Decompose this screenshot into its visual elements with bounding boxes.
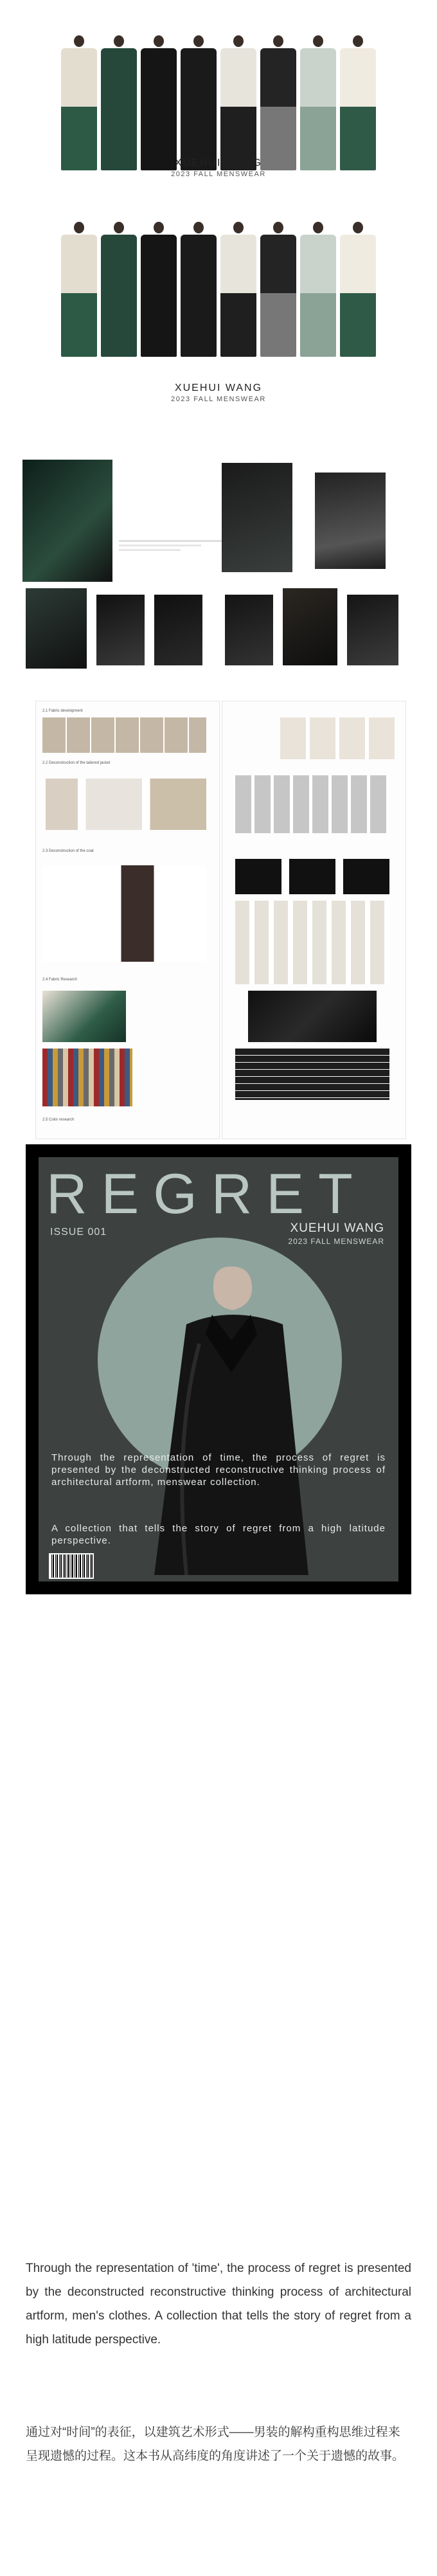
garment-sketches	[235, 901, 389, 984]
outfit-look-3	[141, 222, 177, 357]
garment	[260, 48, 296, 170]
material-photo	[248, 991, 377, 1042]
data-table	[235, 1049, 389, 1100]
garment	[260, 235, 296, 357]
process-page-right	[222, 701, 406, 1139]
magazine-cover	[26, 1144, 411, 1594]
outfit-look-1	[61, 222, 97, 357]
section-title: 2.2 Deconstruction of the tailored jacket	[42, 761, 111, 765]
model-head	[74, 222, 84, 233]
color-card	[42, 1049, 132, 1106]
model-head	[154, 35, 164, 47]
model-head	[273, 35, 283, 47]
garment	[101, 235, 137, 357]
pattern-diagram	[46, 779, 206, 830]
brand-block-2	[0, 383, 437, 403]
outfit-look-2	[101, 222, 137, 357]
process-page-left	[35, 701, 220, 1139]
model-head	[313, 222, 323, 233]
model-head	[193, 35, 204, 47]
drape-photos	[42, 865, 206, 962]
editorial-photo	[22, 460, 112, 582]
model-head	[114, 222, 124, 233]
garment	[220, 235, 256, 357]
model-head	[74, 35, 84, 47]
model-head	[233, 222, 244, 233]
editorial-photo	[222, 463, 292, 572]
garment	[141, 235, 177, 357]
editorial-photo	[225, 595, 273, 665]
editorial-photo	[26, 588, 87, 669]
editorial-photo	[283, 588, 337, 665]
garment	[300, 48, 336, 170]
outfit-look-7	[300, 35, 336, 170]
editorial-photo	[154, 595, 202, 665]
cover-season: 2023 FALL MENSWEAR	[288, 1237, 384, 1246]
garment	[300, 235, 336, 357]
outfit-look-8	[340, 222, 376, 357]
model-head	[233, 35, 244, 47]
outfit-look-5	[220, 35, 256, 170]
outfit-look-1	[61, 35, 97, 170]
model-head	[193, 222, 204, 233]
cover-title: REGRET	[46, 1162, 367, 1225]
garment	[61, 48, 97, 170]
model-head	[353, 35, 363, 47]
outfit-look-4	[181, 222, 217, 357]
fabric-photo	[42, 991, 126, 1042]
garment	[340, 48, 376, 170]
model-head	[114, 35, 124, 47]
xray-images	[235, 859, 389, 894]
fabric-swatch-grid	[42, 717, 206, 753]
garment	[181, 48, 217, 170]
designer-name: XUEHUI WANG	[174, 158, 263, 168]
section-title: 2.3 Deconstruction of the coat	[42, 849, 94, 853]
barcode	[49, 1553, 94, 1579]
season-label: 2023 FALL MENSWEAR	[171, 395, 266, 403]
season-label: 2023 FALL MENSWEAR	[171, 170, 266, 178]
model-head	[273, 222, 283, 233]
editorial-photo	[347, 595, 398, 665]
outfit-look-6	[260, 35, 296, 170]
section-title: 2.5 Color research	[42, 1118, 75, 1122]
description-en: Through the representation of 'time', the process of regret is presented by the deconstructed reconstructive thinking process of architectural artform, men's clothes. A collection that tells the story of regret from a high latitude perspective.	[26, 2262, 411, 2346]
outfit-look-3	[141, 35, 177, 170]
pattern-cards	[280, 717, 396, 759]
caption-block	[119, 540, 222, 566]
garment	[340, 235, 376, 357]
section-title: 2.4 Fabric Research	[42, 978, 78, 982]
cover-text-2: A collection that tells the story of regret from a high latitude perspective.	[51, 1523, 386, 1546]
lineup-1	[26, 35, 411, 170]
garment	[181, 235, 217, 357]
lineup-2	[26, 222, 411, 357]
model-head	[154, 222, 164, 233]
brand-block-1	[0, 158, 437, 178]
cover-artwork	[39, 1157, 398, 1581]
outfit-look-4	[181, 35, 217, 170]
garment	[61, 235, 97, 357]
cover-designer: XUEHUI WANG	[290, 1221, 384, 1235]
description-zh: 通过对“时间”的表征，以建筑艺术形式——男装的解构重构思维过程来呈现遗憾的过程。这本书从高纬度的角度讲述了一个关于遗憾的故事。	[26, 2426, 405, 2463]
garment	[220, 48, 256, 170]
editorial-photo	[315, 473, 386, 569]
editorial-photo	[96, 595, 145, 665]
fabric-samples	[235, 775, 389, 833]
designer-name: XUEHUI WANG	[174, 383, 263, 393]
cover-issue: ISSUE 001	[50, 1227, 107, 1238]
outfit-look-7	[300, 222, 336, 357]
outfit-look-6	[260, 222, 296, 357]
garment	[101, 48, 137, 170]
outfit-look-8	[340, 35, 376, 170]
cover-text-1: Through the representation of time, the process of regret is presented by the deconstructed reconstructive thinking process of architectural artform, menswear collection.	[51, 1452, 386, 1488]
outfit-look-5	[220, 222, 256, 357]
section-title: 2.1 Fabric development	[42, 709, 83, 713]
outfit-look-2	[101, 35, 137, 170]
model-head	[313, 35, 323, 47]
garment	[141, 48, 177, 170]
model-head	[353, 222, 363, 233]
